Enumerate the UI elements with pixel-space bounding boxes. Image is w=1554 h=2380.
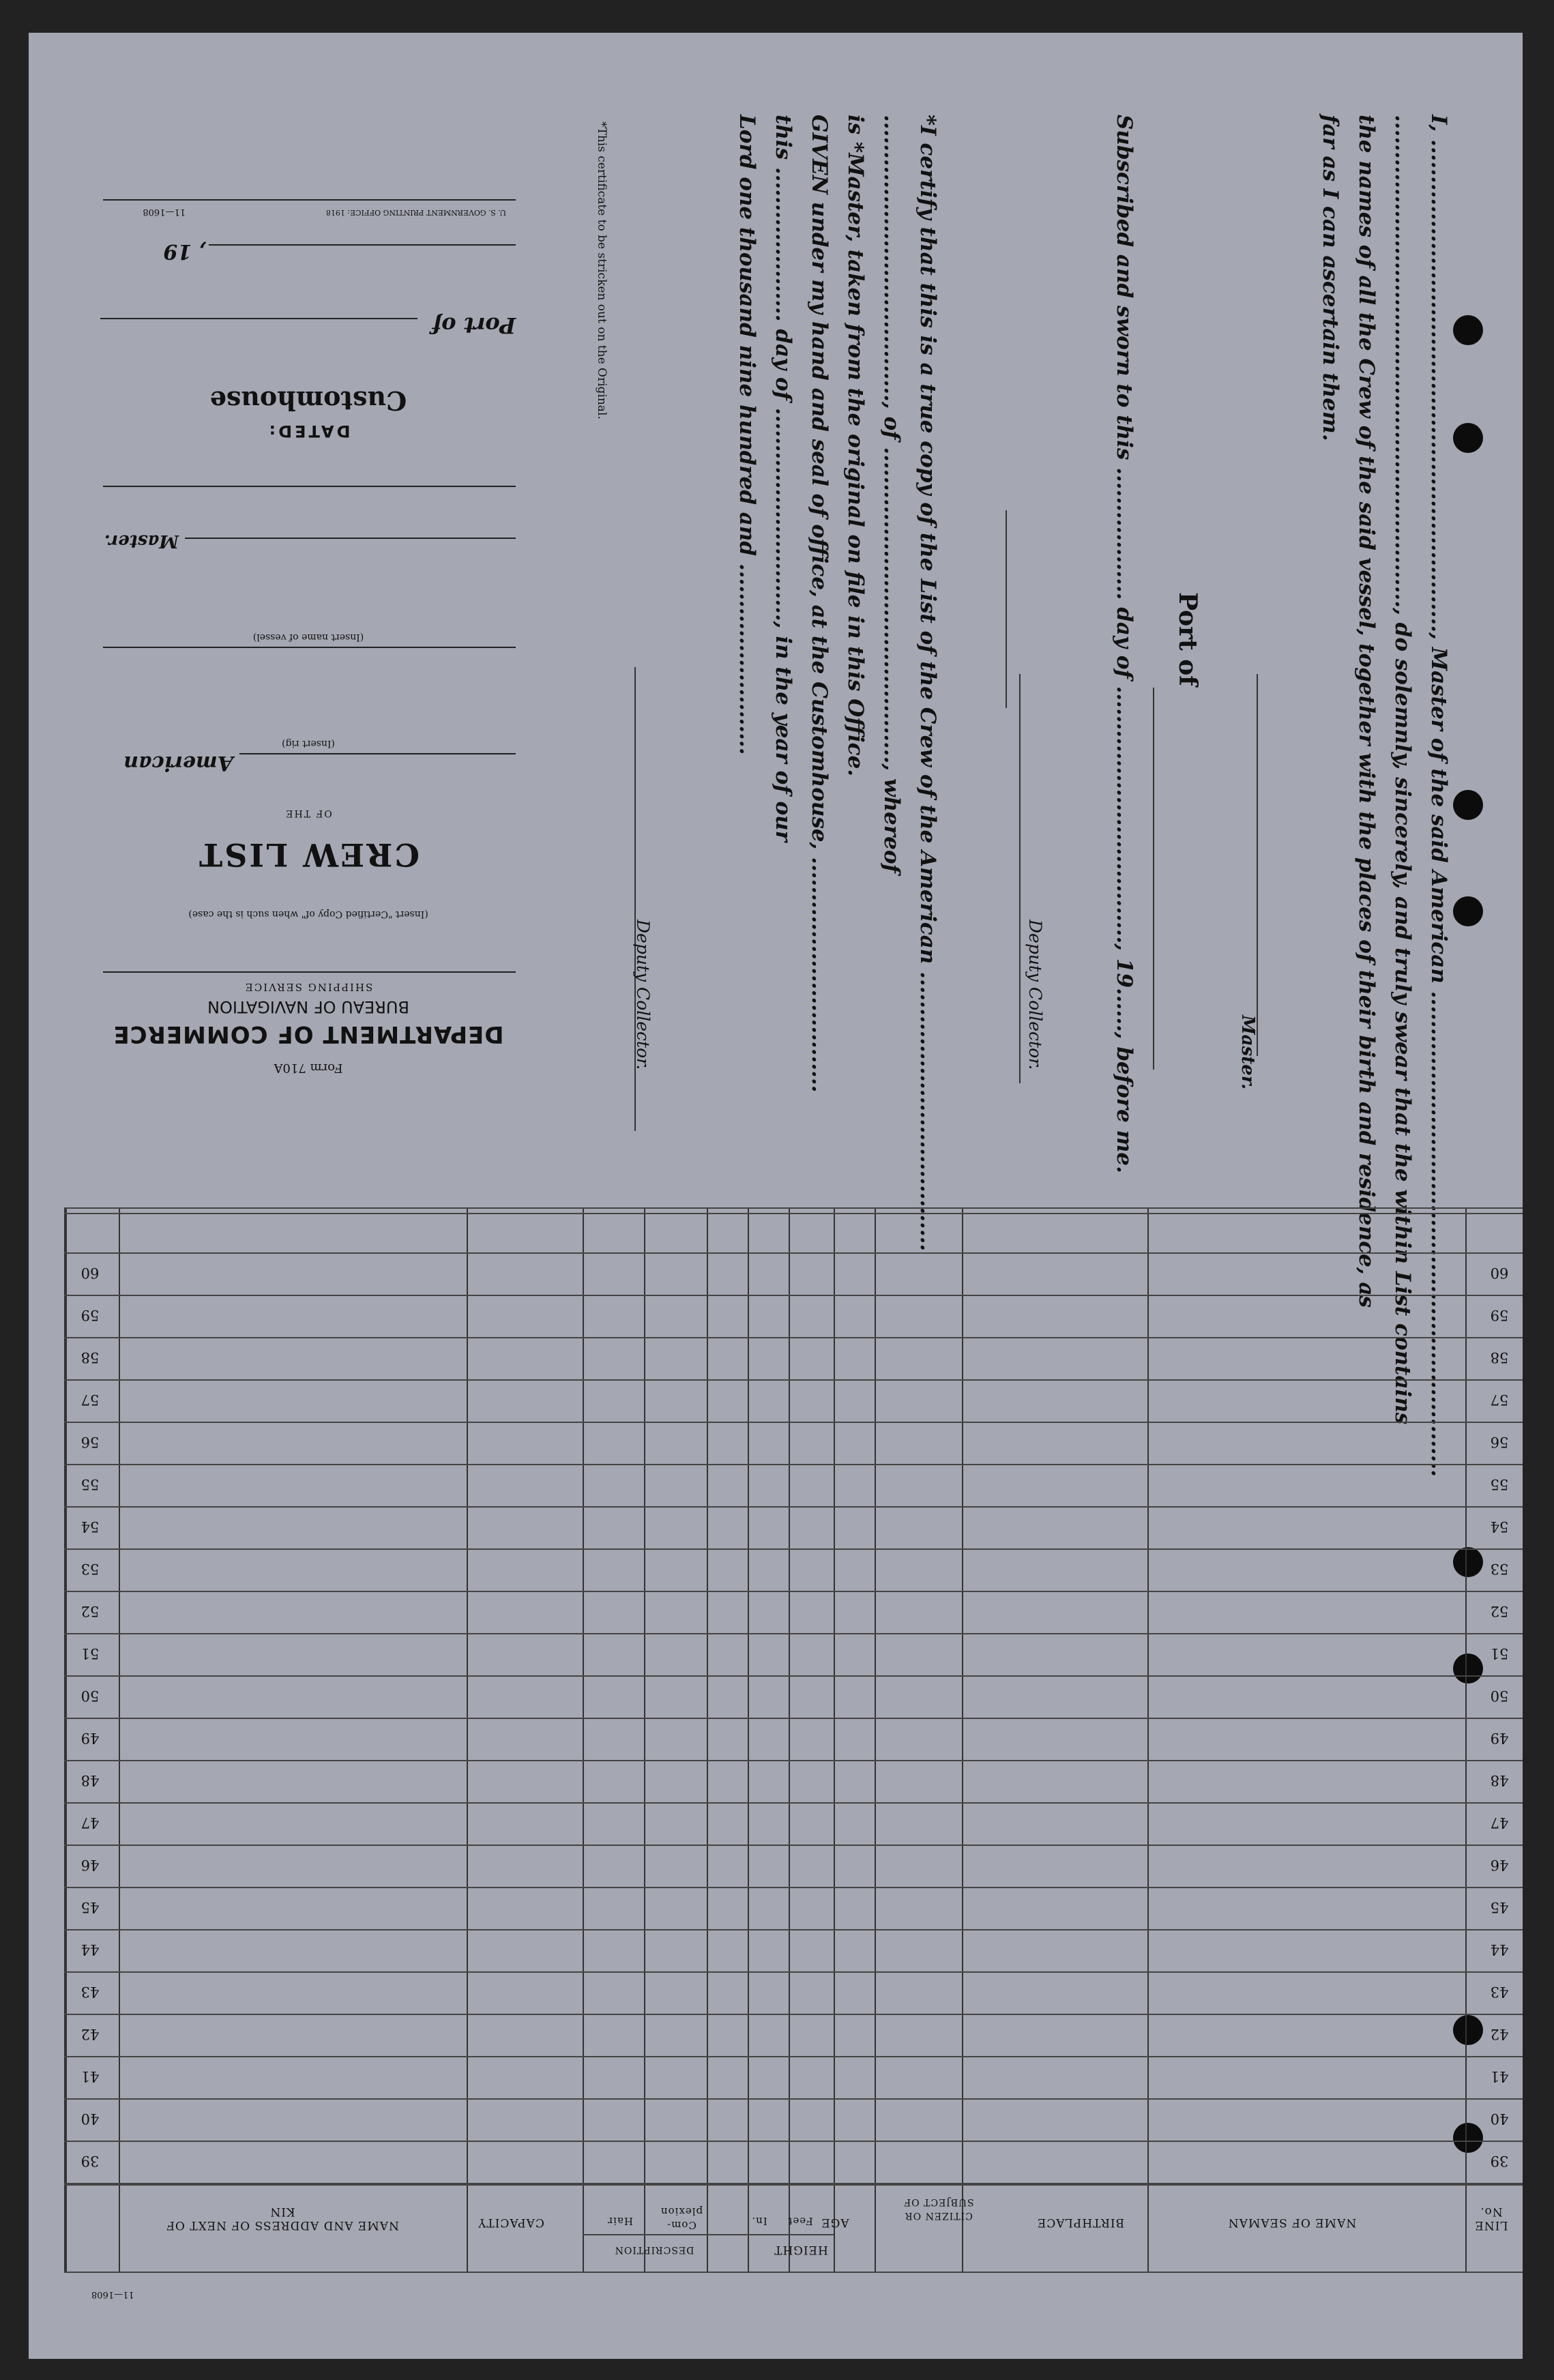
given-line-3: Lord one thousand nine hundred and .......................... [735,115,759,755]
table-row [64,1379,1523,1381]
subscribed-text: Subscribed and sworn to this .................. day of ..................................., 19......, before me. [1112,115,1137,1173]
form-header [90,190,527,1090]
table-row [64,1506,1523,1508]
subheader-divider [583,2234,834,2235]
line-number: 53 [1490,1561,1509,1577]
dated-label: DATED: [266,422,351,441]
header-capacity: CAPACITY [478,2216,544,2229]
line-number: 40 [1490,2111,1509,2127]
vessel-line [103,647,516,648]
form-code: 11—1608 [143,207,186,217]
table-row [64,1718,1523,1719]
certificate-line-4: far as I can ascertain them. [1318,115,1343,441]
table-row [64,1760,1523,1761]
deputy-signature-line [1019,674,1021,1083]
column-divider [583,1207,584,2272]
header-complexion: Com- plexion [660,2205,703,2231]
divider [103,486,516,487]
bureau-name: BUREAU OF NAVIGATION [207,997,409,1016]
row-divider [64,1213,1523,1214]
customhouse-label: Customhouse [209,385,407,416]
line-number: 43 [1490,1984,1509,2000]
header-citizen: CITIZEN OR SUBJECT OF [903,2197,974,2221]
insert-rig-note: (Insert rig) [282,738,335,749]
table-row [64,1252,1523,1254]
row-divider [64,1207,1523,1209]
line-number: 47 [1490,1815,1509,1831]
line-number: 50 [80,1688,100,1704]
header-line-no: LINE No. [1474,2205,1508,2232]
table-row [64,1929,1523,1930]
line-number: 40 [80,2111,100,2127]
header-next-of-kin: NAME AND ADDRESS OF NEXT OF KIN [166,2205,399,2232]
line-number: 42 [80,2026,100,2042]
line-number: 41 [1490,2068,1509,2085]
line-number: 52 [80,1603,100,1619]
master-signature-label: Master. [1237,1015,1258,1090]
line-number: 49 [80,1730,100,1746]
line-number: 58 [80,1349,100,1366]
column-divider [644,1207,645,2272]
header-name-of-seaman: NAME OF SEAMAN [1227,2216,1357,2229]
table-row [64,2098,1523,2100]
column-divider [962,1207,963,2272]
table-row [64,2141,1523,2142]
header-age: AGE [821,2216,849,2229]
header-hair: Hair [607,2215,633,2227]
table-row [64,1675,1523,1677]
table-row [64,1422,1523,1423]
line-number: 39 [1490,2153,1509,2169]
line-number: 47 [80,1815,100,1831]
bottom-form-code: 11—1608 [91,2289,134,2300]
line-number: 39 [80,2153,100,2169]
column-divider [707,1207,708,2272]
table-row [64,1295,1523,1296]
column-divider [1147,1207,1149,2272]
printer-note: U. S. GOVERNMENT PRINTING OFFICE: 1918 [325,208,506,217]
master-signature-line [1257,674,1258,1056]
header-description: DESCRIPTION [614,2244,694,2255]
divider [103,199,516,201]
table-row [64,1337,1523,1338]
line-number: 48 [1490,1772,1509,1789]
certificate-line-2: ..................................................................., do solemnly, sincerely, and truly swear that the within List contains [1390,115,1415,1425]
deputy-collector-label-1: Deputy Collector. [1025,920,1045,1070]
line-number: 45 [80,1899,100,1915]
line-number: 44 [80,1941,100,1958]
header-divider [64,2272,1523,2273]
certify-line-2: ......................................., of ..........................................., whereof [879,115,904,873]
line-number: 45 [1490,1899,1509,1915]
column-divider [467,1207,468,2272]
table-row [64,1591,1523,1592]
column-divider [875,1207,876,2272]
given-line-1: GIVEN under my hand and seal of office, at the Customhouse, ................................ [807,115,832,1093]
table-row [64,2014,1523,2015]
column-divider [65,1207,67,2272]
punch-hole [1453,423,1483,453]
line-number: 41 [80,2068,100,2085]
header-inches: In. [751,2215,767,2227]
certify-line-1: *I certify that this is a true copy of the List of the Crew of the American ...................................... [915,115,940,1252]
port-line [1153,688,1154,1070]
certify-line-3: is *Master, taken from the original on file in this Office. [843,115,868,777]
line-number: 46 [1490,1857,1509,1873]
column-divider [1465,1207,1467,2272]
column-divider [789,1207,790,2272]
port-of-heading: Port of [1173,592,1202,686]
punch-hole [1453,790,1483,820]
header-divider [64,2184,1523,2186]
date-line [209,244,516,246]
line-number: 56 [80,1434,100,1450]
line-number: 60 [80,1265,100,1281]
certificate-line-1: I, ..................................................................., Master of the said American .................................................................. [1426,115,1451,1478]
line-number: 60 [1490,1265,1509,1281]
header-birthplace: BIRTHPLACE [1036,2216,1125,2229]
line-number: 49 [1490,1730,1509,1746]
line-number: 56 [1490,1434,1509,1450]
header-feet: Feet [787,2215,813,2227]
line-number: 55 [1490,1476,1509,1493]
table-row [64,1971,1523,1973]
department-name: DEPARTMENT OF COMMERCE [113,1020,504,1048]
table-row [64,1887,1523,1888]
master-line [185,538,516,539]
line-number: 50 [1490,1688,1509,1704]
column-divider [748,1207,749,2272]
line-number: 46 [80,1857,100,1873]
line-number: 55 [80,1476,100,1493]
certificate-footnote: *This certificate to be stricken out on the Original. [595,121,609,420]
punch-hole [1453,315,1483,345]
master-label: Master. [104,531,179,551]
line-number: 57 [80,1392,100,1408]
year-label: , 19 [163,239,206,263]
line-number: 51 [80,1645,100,1662]
deputy-collector-label-2: Deputy Collector. [633,920,653,1070]
line-number: 58 [1490,1349,1509,1366]
line-number: 57 [1490,1392,1509,1408]
given-line-2: this ..................... day of ............................., in the year of our [771,115,795,842]
line-number: 59 [80,1307,100,1323]
line-number: 59 [1490,1307,1509,1323]
insert-vessel-note: (Insert name of vessel) [252,632,364,643]
line-number: 44 [1490,1941,1509,1958]
form-number: Form 710A [274,1061,343,1075]
certificate-line-3: the names of all the Crew of the said vessel, together with the places of their birth and residence, as [1354,115,1379,1308]
line-number: 51 [1490,1645,1509,1662]
table-row [64,1633,1523,1634]
column-divider [119,1207,120,2272]
line-number: 43 [80,1984,100,2000]
line-number: 52 [1490,1603,1509,1619]
line-number: 48 [80,1772,100,1789]
certified-note: (Insert "Certified Copy of" when such is the case) [188,909,428,920]
table-row [64,1464,1523,1465]
divider [103,971,516,973]
line-number: 54 [1490,1518,1509,1535]
rig-line [239,753,516,754]
line-number: 42 [1490,2026,1509,2042]
table-row [64,2056,1523,2057]
crew-table [64,1207,1523,2300]
crew-list-form [29,33,1523,2359]
table-row [64,1548,1523,1550]
table-row [64,1845,1523,1846]
line-number: 53 [80,1561,100,1577]
seal-line [1006,510,1007,708]
port-of-label: Port of [432,312,516,338]
column-divider [834,1207,835,2272]
line-number: 54 [80,1518,100,1535]
service-name: SHIPPING SERVICE [244,981,373,993]
port-line [100,318,417,319]
table-row [64,1802,1523,1804]
punch-hole [1453,896,1483,926]
form-title: CREW LIST [197,836,420,873]
american-label: American [123,751,233,775]
header-height: HEIGHT [774,2243,828,2257]
of-the-label: OF THE [284,808,332,819]
